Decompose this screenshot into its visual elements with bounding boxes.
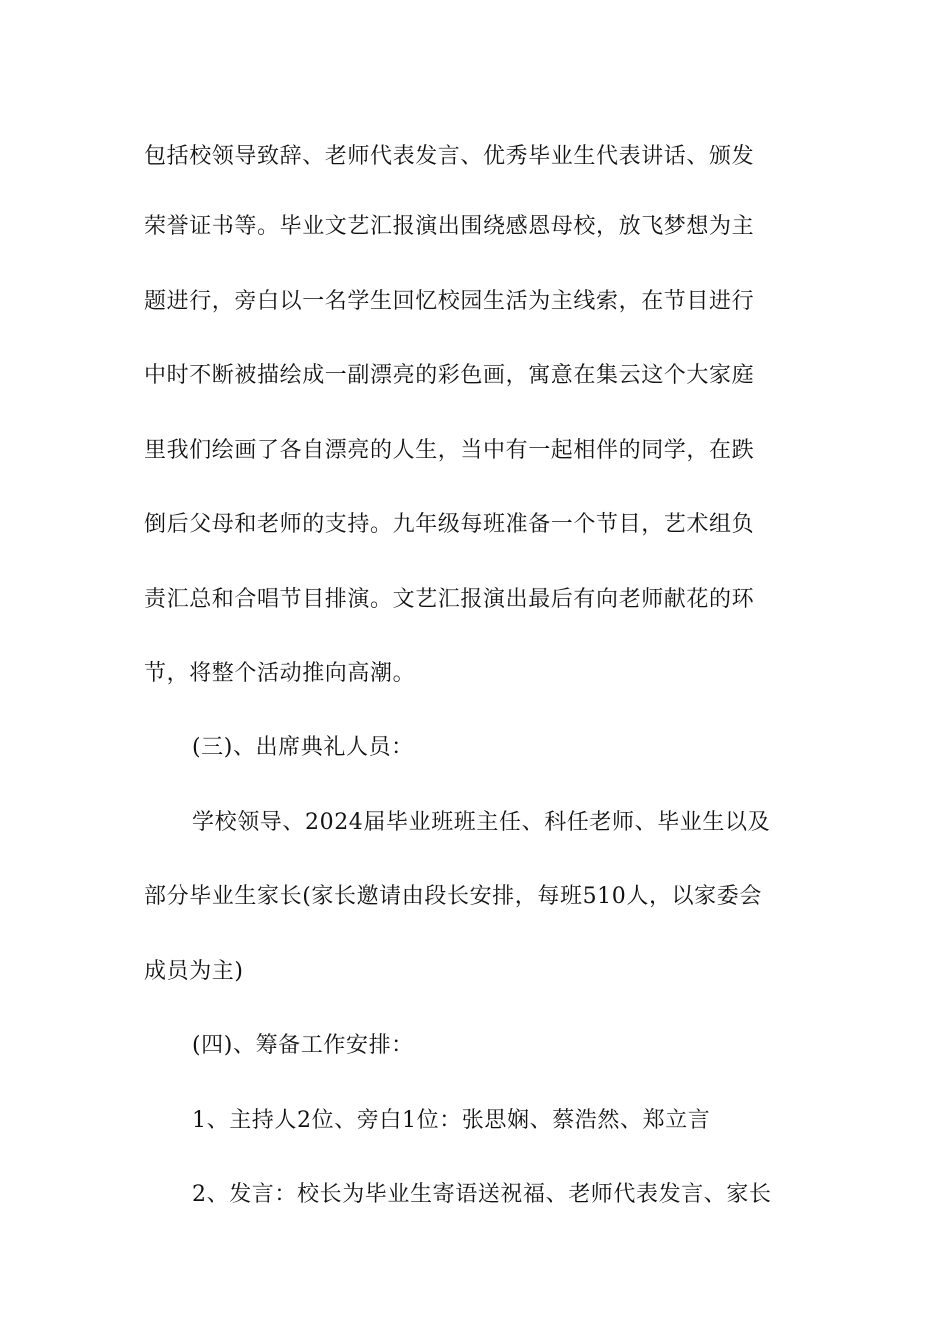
paragraph-line: 里我们绘画了各自漂亮的人生，当中有一起相伴的同学，在跌 (144, 438, 755, 463)
paragraph-line: 部分毕业生家长(家长邀请由段长安排，每班510人，以家委会 (144, 884, 762, 909)
paragraph-line: 学校领导、2024届毕业班班主任、科任老师、毕业生以及 (192, 810, 771, 835)
section-heading: (三)、出席典礼人员： (192, 735, 414, 760)
list-item: 1、主持人2位、旁白1位：张思娴、蔡浩然、郑立言 (192, 1108, 711, 1133)
paragraph-line: 题进行，旁白以一名学生回忆校园生活为主线索，在节目进行 (144, 289, 755, 314)
list-item: 2、发言：校长为毕业生寄语送祝福、老师代表发言、家长 (192, 1182, 772, 1207)
section-heading: (四)、筹备工作安排： (192, 1033, 414, 1058)
paragraph-line: 责汇总和合唱节目排演。文艺汇报演出最后有向老师献花的环 (144, 587, 755, 612)
paragraph-line: 节，将整个活动推向高潮。 (144, 661, 416, 686)
paragraph-line: 包括校领导致辞、老师代表发言、优秀毕业生代表讲话、颁发 (144, 144, 755, 169)
paragraph-line: 荣誉证书等。毕业文艺汇报演出围绕感恩母校，放飞梦想为主 (144, 214, 755, 239)
paragraph-line: 中时不断被描绘成一副漂亮的彩色画，寓意在集云这个大家庭 (144, 363, 755, 388)
paragraph-line: 倒后父母和老师的支持。九年级每班准备一个节目，艺术组负 (144, 512, 755, 537)
paragraph-line: 成员为主) (144, 959, 244, 984)
